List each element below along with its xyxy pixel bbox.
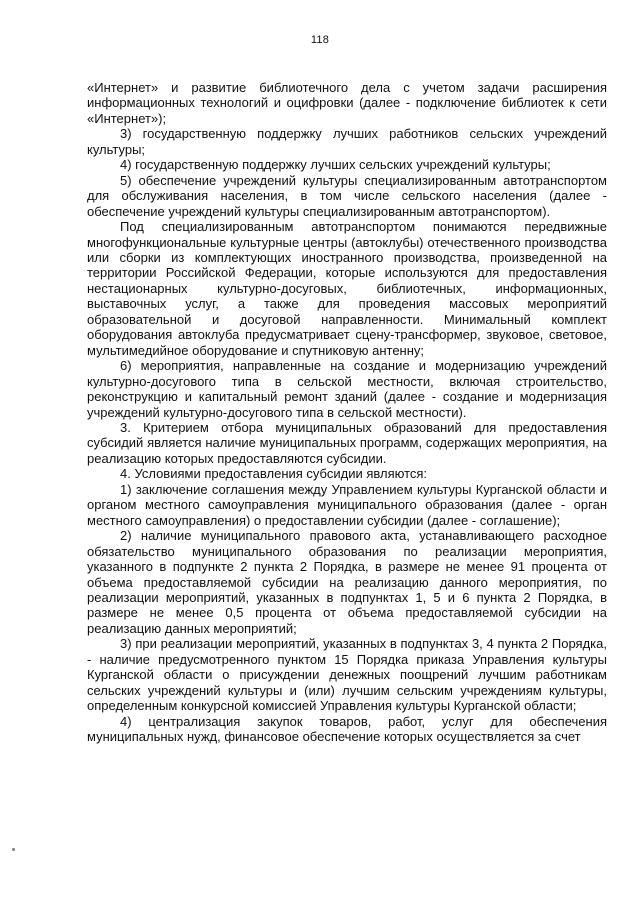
paragraph-item-5-vehicles: 5) обеспечение учреждений культуры специализированным автотранспортом для обслуживания населения, в том числе сельского населения (далее - обеспечение учреждений культуры специализированным автотранспортом).	[87, 172, 607, 219]
paragraph-vehicles-definition: Под специализированным автотранспортом понимаются передвижные многофункциональные культурные центры (автоклубы) отечественного производства или сборки из комплектующих иностранного производства, произведенной на территории Российской Федерации, которые используются для предоставления нестационарных культурно-досуговых, библиотечных, информационных, выставочных услуг, а также для проведения массовых мероприятий образовательной и досуговой направленности. Минимальный комплект оборудования автоклуба предусматривает сцену-трансформер, звуковое, световое, мультимедийное оборудование и спутниковую антенну;	[87, 219, 607, 358]
paragraph-conditions-heading: 4. Условиями предоставления субсидии являются:	[120, 466, 428, 482]
paragraph-condition-1-agreement: 1) заключение соглашения между Управлением культуры Курганской области и органом местного самоуправления муниципального образования (далее - орган местного самоуправления) о предоставлении субсидии (далее - соглашение);	[87, 481, 607, 528]
paragraph-item-3-support-workers: 3) государственную поддержку лучших работников сельских учреждений культуры;	[87, 126, 607, 157]
paragraph-selection-criterion: 3. Критерием отбора муниципальных образований для предоставления субсидий является наличие муниципальных программ, содержащих мероприятия, на реализацию которых предоставляются субсидии.	[87, 419, 607, 466]
paragraph-condition-4-procurement: 4) централизация закупок товаров, работ, услуг для обеспечения муниципальных нужд, финансовое обеспечение которых осуществляется за счет	[87, 713, 607, 745]
scan-artifact-mark	[12, 848, 15, 851]
paragraph-condition-2-legal-act: 2) наличие муниципального правового акта, устанавливающего расходное обязательство муниципального образования по реализации мероприятия, указанного в подпункте 2 пункта 2 Порядка, в размере не менее 91 процента от объема предоставляемой субсидии на реализацию данного мероприятия, по реализации мероприятий, указанных в подпунктах 1, 5 и 6 пункта 2 Порядка, в размере не менее 0,5 процента от объема предоставляемой субсидии на реализацию данных мероприятий;	[87, 528, 607, 636]
paragraph-condition-3-order: 3) при реализации мероприятий, указанных в подпунктах 3, 4 пункта 2 Порядка, - наличие предусмотренного пунктом 15 Порядка приказа Управления культуры Курганской области о присуждении денежных поощрений лучшим работникам сельских учреждений культуры и (или) лучшим сельским учреждениям культуры, определенным конкурсной комиссией Управления культуры Курганской области;	[87, 636, 607, 714]
page-number: 118	[310, 34, 330, 46]
document-body	[87, 80, 607, 744]
paragraph-item-4-support-institutions: 4) государственную поддержку лучших сельских учреждений культуры;	[120, 157, 551, 173]
paragraph-item-6-modernization: 6) мероприятия, направленные на создание и модернизацию учреждений культурно-досугового типа в сельской местности, включая строительство, реконструкцию и капитальный ремонт зданий (далее - создание и модернизация учреждений культурно-досугового типа в сельской местности).	[87, 358, 607, 420]
paragraph-continuation: «Интернет» и развитие библиотечного дела с учетом задачи расширения информационных технологий и оцифровки (далее - подключение библиотек к сети «Интернет»);	[87, 80, 607, 126]
